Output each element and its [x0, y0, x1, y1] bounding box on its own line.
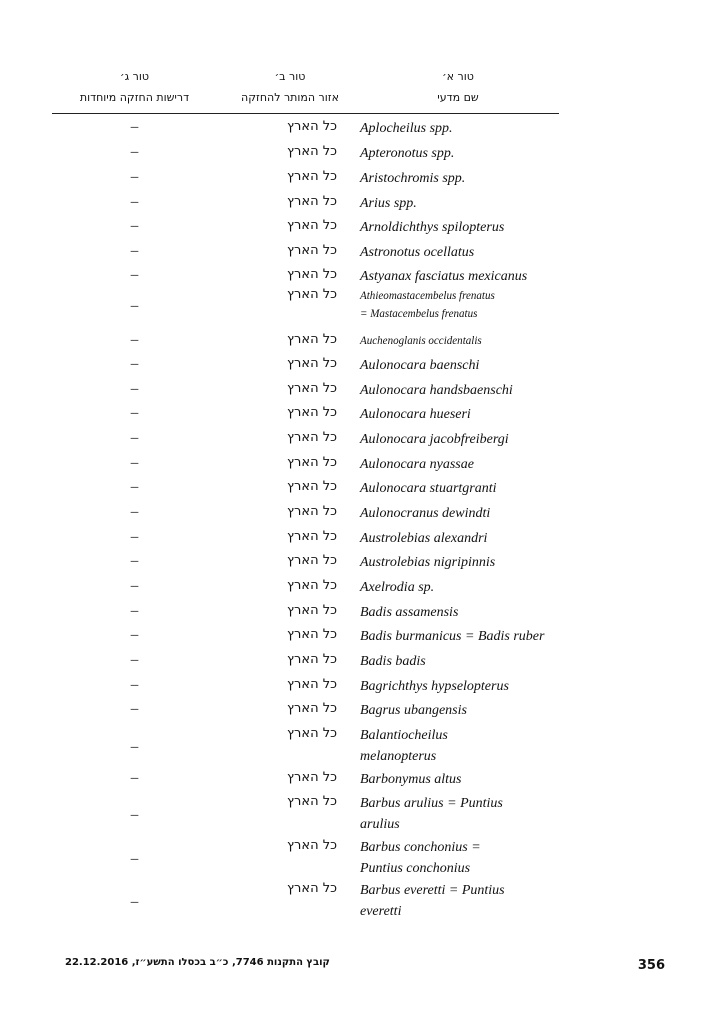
special-requirements-cell: – — [130, 430, 139, 446]
scientific-name-line: arulius — [360, 817, 400, 832]
col-b-subtitle: אזור המותר להחזקה — [241, 91, 339, 104]
special-requirements-cell: – — [130, 627, 139, 643]
scientific-name-line: Barbus conchonius = — [360, 840, 481, 855]
permitted-area-cell: כל הארץ — [287, 218, 337, 233]
special-requirements-cell: – — [130, 770, 139, 786]
scientific-name-cell — [360, 286, 549, 322]
scientific-name-cell — [360, 429, 565, 450]
scientific-name-line: melanopterus — [360, 749, 437, 764]
col-c-subtitle: דרישות החזקה מיוחדות — [79, 91, 190, 104]
scientific-name-line: Auchenoglanis occidentalis — [360, 333, 482, 347]
scientific-name-line: Austrolebias alexandri — [360, 531, 488, 546]
special-requirements-cell: – — [130, 267, 139, 283]
permitted-area-cell: כל הארץ — [287, 603, 337, 618]
special-requirements-cell: – — [130, 578, 139, 594]
permitted-area-cell: כל הארץ — [287, 578, 337, 593]
permitted-area-cell: כל הארץ — [287, 194, 337, 209]
scientific-name-cell — [360, 380, 565, 401]
special-requirements-cell: – — [130, 332, 139, 348]
scientific-name-line: Arius spp. — [360, 196, 417, 211]
scientific-name-cell — [360, 651, 565, 672]
permitted-area-cell: כל הארץ — [287, 405, 337, 420]
special-requirements-cell: – — [130, 218, 139, 234]
special-requirements-cell: – — [130, 806, 139, 823]
scientific-name-line: Barbus arulius = Puntius — [360, 796, 503, 811]
scientific-name-cell — [360, 700, 565, 721]
special-requirements-cell: – — [130, 677, 139, 693]
special-requirements-cell: – — [130, 738, 139, 755]
permitted-area-cell: כל הארץ — [287, 479, 337, 494]
scientific-name-line: Aulonocranus dewindti — [360, 506, 491, 521]
permitted-area-cell: כל הארץ — [287, 881, 337, 896]
scientific-name-line: Apteronotus spp. — [360, 146, 455, 161]
permitted-area-cell: כל הארץ — [287, 627, 337, 642]
scientific-name-cell — [360, 242, 565, 263]
scientific-name-line: Aristochromis spp. — [360, 171, 466, 186]
col-c-title: טור ג׳ — [120, 70, 149, 83]
permitted-area-cell: כל הארץ — [287, 553, 337, 568]
permitted-area-cell: כל הארץ — [287, 243, 337, 258]
scientific-name-line: Arnoldichthys spilopterus — [360, 220, 505, 235]
special-requirements-cell: – — [130, 381, 139, 397]
scientific-name-cell — [360, 266, 565, 287]
special-requirements-cell: – — [130, 119, 139, 135]
scientific-name-cell — [360, 602, 565, 623]
scientific-name-cell — [360, 528, 565, 549]
header-rule — [52, 113, 559, 114]
scientific-name-cell — [360, 626, 565, 647]
scientific-name-line: Axelrodia sp. — [360, 580, 435, 595]
page-number: 356 — [637, 958, 665, 973]
scientific-name-cell — [360, 769, 565, 790]
special-requirements-cell: – — [130, 850, 139, 867]
scientific-name-line: Badis assamensis — [360, 605, 459, 620]
scientific-name-line: Aulonocara baenschi — [360, 358, 480, 373]
special-requirements-cell: – — [130, 169, 139, 185]
scientific-name-line: everetti — [360, 904, 402, 919]
scientific-name-line: Aulonocara jacobfreibergi — [360, 432, 509, 447]
scientific-name-line: Aulonocara stuartgranti — [360, 481, 497, 496]
permitted-area-cell: כל הארץ — [287, 701, 337, 716]
scientific-name-cell — [360, 143, 565, 164]
scientific-name-line: Aulonocara nyassae — [360, 457, 474, 472]
scientific-name-line: Bagrichthys hypselopterus — [360, 679, 509, 694]
permitted-area-cell: כל הארץ — [287, 287, 337, 302]
permitted-area-cell: כל הארץ — [287, 529, 337, 544]
col-a-subtitle: שם מדעי — [437, 91, 479, 104]
permitted-area-cell: כל הארץ — [287, 677, 337, 692]
scientific-name-line: Badis burmanicus = Badis ruber — [360, 629, 545, 644]
special-requirements-cell: – — [130, 455, 139, 471]
scientific-name-line: Austrolebias nigripinnis — [360, 555, 496, 570]
special-requirements-cell: – — [130, 144, 139, 160]
scientific-name-cell — [360, 478, 565, 499]
special-requirements-cell: – — [130, 356, 139, 372]
permitted-area-cell: כל הארץ — [287, 794, 337, 809]
scientific-name-cell — [360, 355, 565, 376]
scientific-name-cell — [360, 725, 565, 767]
permitted-area-cell: כל הארץ — [287, 144, 337, 159]
scientific-name-cell — [360, 793, 565, 835]
permitted-area-cell: כל הארץ — [287, 504, 337, 519]
scientific-name-cell — [360, 193, 565, 214]
scientific-name-line: Astyanax fasciatus mexicanus — [360, 269, 528, 284]
permitted-area-cell: כל הארץ — [287, 356, 337, 371]
scientific-name-line: Badis badis — [360, 654, 426, 669]
permitted-area-cell: כל הארץ — [287, 381, 337, 396]
permitted-area-cell: כל הארץ — [287, 726, 337, 741]
special-requirements-cell: – — [130, 603, 139, 619]
scientific-name-cell — [360, 404, 565, 425]
scientific-name-cell — [360, 331, 549, 349]
scientific-name-cell — [360, 217, 565, 238]
scientific-name-cell — [360, 503, 565, 524]
permitted-area-cell: כל הארץ — [287, 838, 337, 853]
scientific-name-line: Aulonocara hueseri — [360, 407, 471, 422]
scientific-name-line: Aulonocara handsbaenschi — [360, 383, 513, 398]
scientific-name-cell — [360, 837, 565, 879]
col-a-title: טור א׳ — [442, 70, 474, 83]
permitted-area-cell: כל הארץ — [287, 770, 337, 785]
scientific-name-line: Barbonymus altus — [360, 772, 462, 787]
scientific-name-cell — [360, 454, 565, 475]
scientific-name-line: = Mastacembelus frenatus — [360, 306, 478, 320]
scientific-name-line: Athieomastacembelus frenatus — [360, 288, 495, 302]
scientific-name-line: Barbus everetti = Puntius — [360, 883, 505, 898]
publication-footer: קובץ התקנות 7746, כ״ב בכסלו התשע״ז, 22.12.2016 — [65, 957, 330, 968]
scientific-name-cell — [360, 880, 565, 922]
scientific-name-line: Bagrus ubangensis — [360, 703, 467, 718]
special-requirements-cell: – — [130, 405, 139, 421]
col-b-title: טור ב׳ — [274, 70, 306, 83]
scientific-name-line: Puntius conchonius — [360, 861, 471, 876]
special-requirements-cell: – — [130, 194, 139, 210]
special-requirements-cell: – — [130, 298, 139, 314]
scientific-name-cell — [360, 118, 565, 139]
special-requirements-cell: – — [130, 652, 139, 668]
permitted-area-cell: כל הארץ — [287, 332, 337, 347]
permitted-area-cell: כל הארץ — [287, 455, 337, 470]
special-requirements-cell: – — [130, 479, 139, 495]
special-requirements-cell: – — [130, 701, 139, 717]
permitted-area-cell: כל הארץ — [287, 169, 337, 184]
permitted-area-cell: כל הארץ — [287, 652, 337, 667]
special-requirements-cell: – — [130, 893, 139, 910]
scientific-name-line: Balantiocheilus — [360, 728, 448, 743]
permitted-area-cell: כל הארץ — [287, 267, 337, 282]
scientific-name-cell — [360, 676, 565, 697]
special-requirements-cell: – — [130, 504, 139, 520]
scientific-name-line: Astronotus ocellatus — [360, 245, 475, 260]
permitted-area-cell: כל הארץ — [287, 119, 337, 134]
permitted-area-cell: כל הארץ — [287, 430, 337, 445]
special-requirements-cell: – — [130, 243, 139, 259]
scientific-name-cell — [360, 577, 565, 598]
scientific-name-cell — [360, 552, 565, 573]
special-requirements-cell: – — [130, 553, 139, 569]
scientific-name-cell — [360, 168, 565, 189]
scientific-name-line: Aplocheilus spp. — [360, 121, 453, 136]
special-requirements-cell: – — [130, 529, 139, 545]
